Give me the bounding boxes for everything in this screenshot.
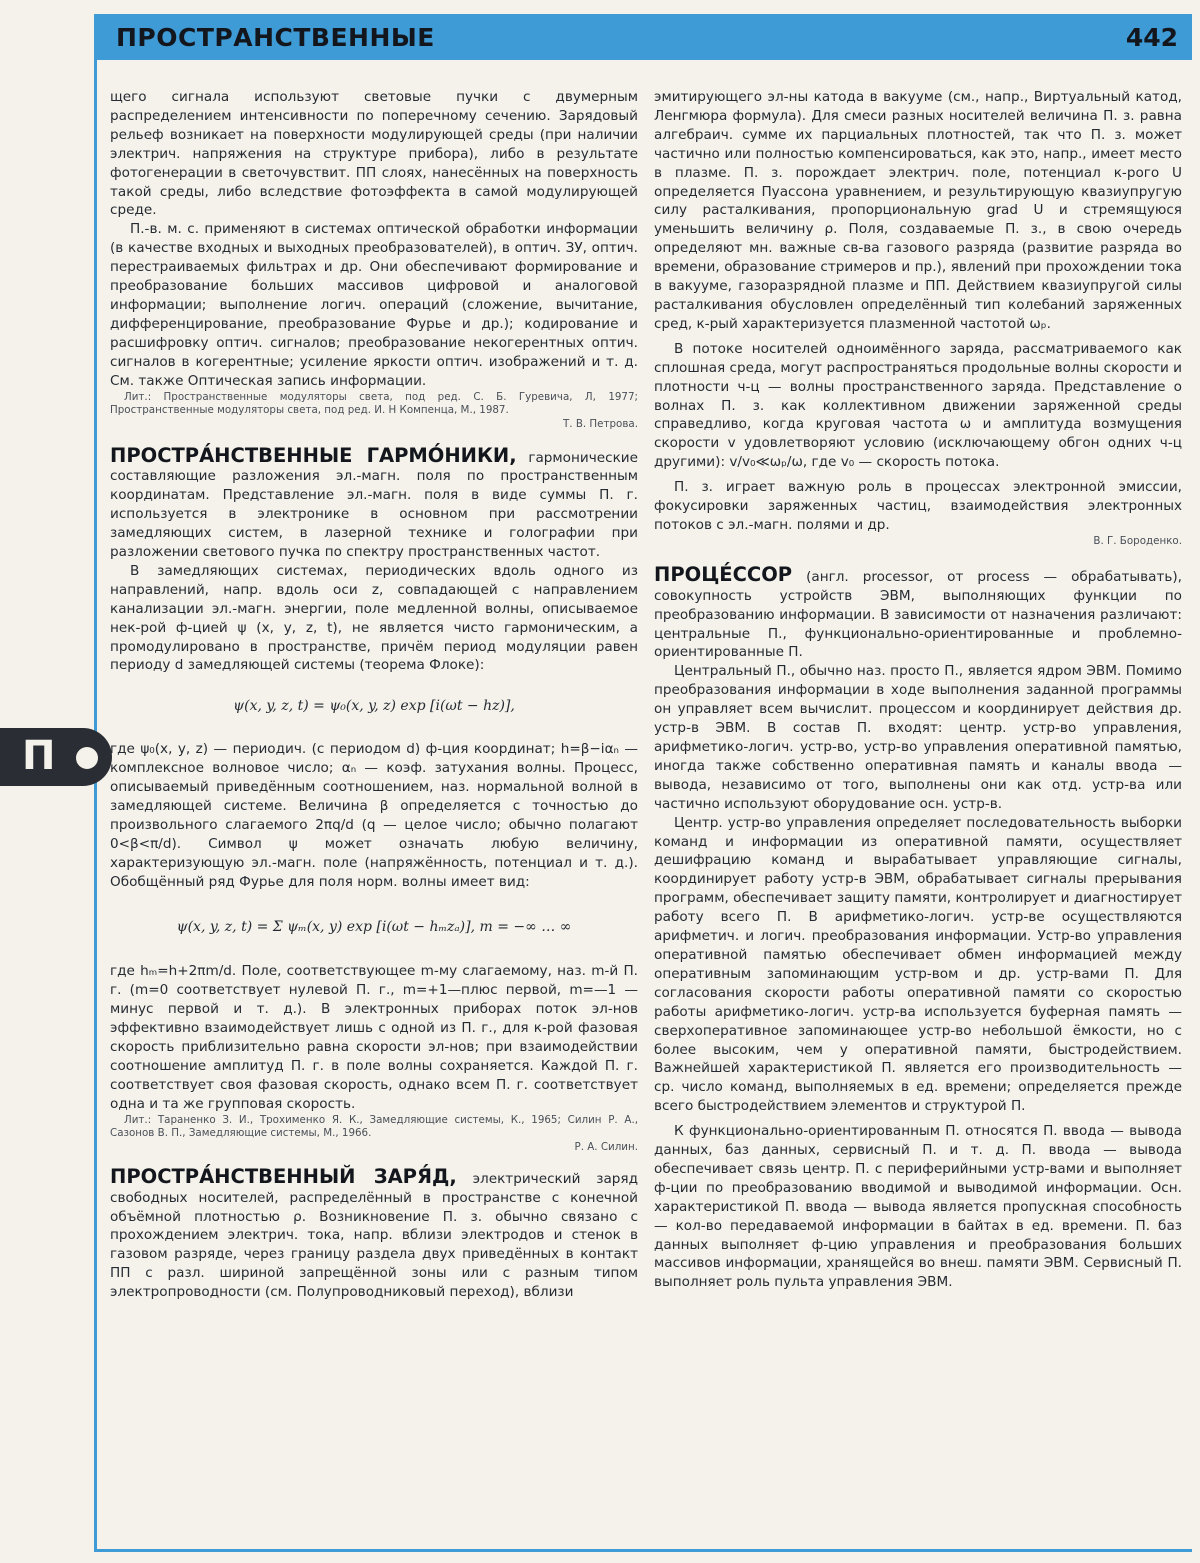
entry-paragraph [110, 1164, 638, 1302]
literature-note: Лит.: Пространственные модуляторы света, под ред. С. Б. Гуревича, Л, 1977; Пространственные модуляторы света, под ред. И. Н Компенца, М., 1987. [110, 390, 638, 416]
paragraph: К функционально-ориентированным П. относятся П. ввода — вывода данных, баз данных, сервисный П. и т. д. П. ввода — вывода обеспечивает связь центр. П. с периферийными устр-вами и выполняет ф-ции по преобразованию вводимой и выводимой информации. Осн. характеристикой П. ввода — вывода является пропускная способность — кол-во передаваемой информации в байтах в ед. времени. П. баз данных выполняет ф-цию управления и преобразования больших массивов информации, хранящейся во внеш. памяти ЭВМ. Сервисный П. выполняет роль пульта управления ЭВМ. [654, 1123, 1182, 1291]
paragraph: Центр. устр-во управления определяет последовательность выборки команд и информации из оперативной памяти, осуществляет дешифрацию команд и вырабатывает управляющие сигналы, координирует работу устр-в ЭВМ, обрабатывает сигналы прерывания программ, обеспечивает защиту памяти, контролирует и диагностирует работу всего П. В арифметико-логич. устр-ве осуществляются арифметич. и логич. преобразования информации. Устр-во управления оперативной памятью обеспечивает обмен информацией между оперативным запоминающим устр-вом и др. устр-вами П. Для согласования скорости работы оперативной памяти со скоростью работы арифметико-логич. устр-ва используется буферная память — сверхоперативное запоминающее устр-во небольшой ёмкости, но с более высоким, чем у оперативной памяти, быстродействием. Важнейшей характеристикой П. является его производительность — ср. число команд, выполняемых в ед. времени; определяется прежде всего быстродействием элементов и структурой П. [654, 814, 1182, 1115]
paragraph: щего сигнала используют световые пучки с двумерным распределением интенсивности по поперечному сечению. Зарядовый рельеф возникает на поверхности модулирующей среды (при наличии электрич. напряжения на структуре прибора), либо в результате фотогенерации в светочувствит. ПП слоях, нанесённых на поверхность такой среды, либо вследствие фотоэффекта в самой модулирующей среде. [110, 89, 638, 219]
paragraph: эмитирующего эл-ны катода в вакууме (см., напр., Виртуальный катод, Ленгмюра формула). Для смеси разных носителей величина П. з. равна алгебраич. сумме их парциальных плотностей, так что П. з. может частично или полностью компенсироваться, как это, напр., имеет место в плазме. П. з. порождает электрич. поле, потенциал к-рого U определяется Пуассона уравнением, и результирующую квазиупругую силу расталкивания, пропорциональную grad U и стремящуюся уменьшить величину ρ. Поля, создаваемые П. з., в свою очередь определяют мн. важные св-ва газового разряда (развитие разряда во времени, образование стримеров и пр.), явлений при прохождении тока в вакууме, газоразрядной плазме и ПП. Действием квазиупругой силы расталкивания обусловлен определённый тип колебаний заряженных сред, к-рый характеризуется плазменной частотой ωₚ. [654, 89, 1182, 332]
paragraph: П. з. играет важную роль в процессах электронной эмиссии, фокусировки заряженных частиц, взаимодействия электронных потоков с эл.-магн. полями и др. [654, 479, 1182, 533]
entry-text: гармонические составляющие разложения эл.-магн. поля по пространственным координатам. Представление эл.-магн. поля в виде суммы П. г. используется в электронике в основном при рассмотрении замедляющих систем, в лазерной технике и голографии при разложении светового пучка по спектру пространственных частот. [110, 449, 638, 561]
entry-text: (англ. processor, от process — обрабатывать), совокупность устройств ЭВМ, выполняющих функции по преобразованию информации. В зависимости от назначения различают: центральные П., функционально-ориентированные и проблемно-ориентированные П. [654, 568, 1182, 661]
bottom-border-rule [94, 1549, 1192, 1552]
entry-paragraph [110, 443, 638, 562]
headword: ПРОЦЕ́ССОР [654, 562, 793, 586]
paragraph: Центральный П., обычно наз. просто П., является ядром ЭВМ. Помимо преобразования информации в ходе выполнения заданной программы он управляет всем вычислит. процессом и координирует действия др. устр-в ЭВМ. В состав П. входят: центр. устр-во управления, арифметико-логич. устр-во, устр-во управления оперативной памятью, иногда также собственно оперативная память и каналы ввода — вывода, независимо от того, выполнены они как отд. устр-ва или частично используют оборудование осн. устр-в. [654, 663, 1182, 812]
author-signature: Т. В. Петрова. [562, 417, 638, 430]
left-column [110, 88, 638, 1302]
headword: ПРОСТРА́НСТВЕННЫЙ ЗАРЯ́Д, [110, 1164, 457, 1188]
thumb-index-letter: П [22, 733, 56, 779]
formula: ψ(x, y, z, t) = Σ ψₘ(x, y) exp [i(ωt − hₘzₐ)], m = −∞ … ∞ [176, 918, 572, 935]
literature-note: Лит.: Тараненко З. И., Трохименко Я. К., Замедляющие системы, К., 1965; Силин Р. А., Сазонов В. П., Замедляющие системы, М., 1966. [110, 1113, 638, 1140]
author-signature: Р. А. Силин. [574, 1140, 638, 1153]
page-number: 442 [1125, 23, 1178, 52]
paragraph: где hₘ=h+2πm/d. Поле, соответствующее m-му слагаемому, наз. m-й П. г. (m=0 соответствует нулевой П. г., m=+1—плюс первой, m=—1 — минус первой и т. д.). В электронных приборах поток эл-нов эффективно взаимодействует лишь с одной из П. г., для к-рой фазовая скорость приблизительно равна скорости эл-нов; при взаимодействии соотношение амплитуд П. г. в поле волны сохраняется. Каждой П. г. соответствует своя фазовая скорость, однако всем П. г. соответствует одна и та же групповая скорость. [110, 963, 638, 1112]
thumb-index-dot [76, 747, 98, 769]
right-column [654, 88, 1182, 1292]
paragraph: П.-в. м. с. применяют в системах оптической обработки информации (в качестве входных и выходных преобразователей), в оптич. ЗУ, оптич. перестраиваемых фильтрах и др. Они обеспечивают формирование и преобразование больших массивов цифровой и аналоговой информации; выполнение логич. операций (сложение, вычитание, дифференцирование, преобразование Фурье и др.); кодирование и расшифровку оптич. сигналов; преобразование некогерентных оптич. сигналов в когерентные; усиление яркости оптич. изображений и т. д. См. также Оптическая запись информации. [110, 221, 638, 389]
thumb-index-tab [0, 728, 112, 786]
header-title: ПРОСТРАНСТВЕННЫЕ [116, 23, 435, 52]
formula: ψ(x, y, z, t) = ψ₀(x, y, z) exp [i(ωt − hz)], [233, 698, 515, 715]
paragraph: В потоке носителей одноимённого заряда, рассматриваемого как сплошная среда, могут распространяться продольные волны скорости и плотности ч-ц — волны пространственного заряда. Представление о волнах П. з. как коллективном движении заряженной среды справедливо, когда круговая частота ω и амплитуда возмущения скорости v удовлетворяют условию (исключающему обгон одних ч-ц другими): v/v₀≪ωₚ/ω, где v₀ — скорость потока. [654, 340, 1182, 471]
paragraph: где ψ₀(x, y, z) — периодич. (с периодом d) ф-ция координат; h=β−iαₙ — комплексное волновое число; αₙ — коэф. затухания волны. Процесс, описываемый приведённым соотношением, наз. нормальной волной в замедляющей системе. Величина β определяется с точностью до произвольного слагаемого 2πq/d (q — целое число; обычно полагают 0<β<π/d). Символ ψ может означать любую величину, характеризующую эл.-магн. поле (напряжённость, потенциал и т. д.). Обобщённый ряд Фурье для поля норм. волны имеет вид: [110, 741, 638, 890]
headword: ПРОСТРА́НСТВЕННЫЕ ГАРМО́НИКИ, [110, 443, 517, 467]
left-border-rule [94, 60, 97, 1552]
paragraph: В замедляющих системах, периодических вдоль одного из направлений, напр. вдоль оси z, совпадающей с направлением канализации эл.-магн. энергии, поле медленной волны, описываемое нек-рой ф-цией ψ (x, y, z, t), не является чисто гармоническим, а промодулировано в пространстве, причём период модуляции равен периоду d замедляющей системы (теорема Флоке): [110, 562, 638, 674]
entry-text: электрический заряд свободных носителей, распределённый в пространстве с конечной объёмной плотностью ρ. Возникновение П. з. обычно связано с прохождением электрич. тока, напр. вблизи электродов и стенок в газовом разряде, через границу раздела двух приведённых в контакт ПП с разл. шириной запрещённой зоны или с разным типом электропроводности (см. Полупроводниковый переход), вблизи [110, 1170, 638, 1301]
author-signature: В. Г. Бороденко. [1093, 534, 1182, 547]
running-header [94, 14, 1192, 60]
entry-paragraph [654, 562, 1182, 663]
